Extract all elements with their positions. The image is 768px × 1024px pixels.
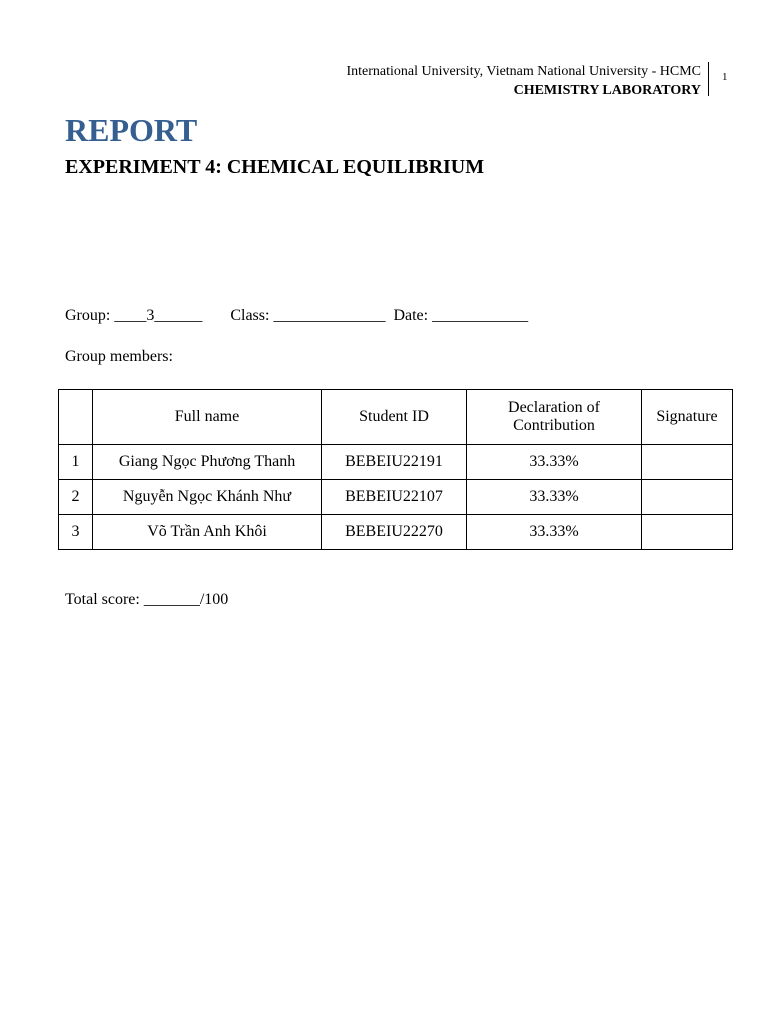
page-number: 1 [722, 71, 728, 83]
university-name: International University, Vietnam National University - HCMC [346, 64, 701, 79]
header-signature: Signature [642, 390, 733, 445]
header-student-id: Student ID [322, 390, 467, 445]
group-members-label: Group members: [65, 348, 173, 365]
group-class-date-line: Group: ____3______ Class: ______________ Date: ____________ [65, 307, 529, 324]
table-row [59, 445, 733, 480]
header-number [59, 390, 93, 445]
members-table [58, 389, 733, 550]
row-number: 2 [59, 480, 93, 515]
page-header [346, 62, 701, 100]
table-header-row [59, 390, 733, 445]
signature-cell [642, 445, 733, 480]
student-id: BEBEIU22191 [322, 445, 467, 480]
table-row [59, 515, 733, 550]
report-title: REPORT [65, 112, 198, 148]
contribution: 33.33% [467, 480, 642, 515]
lab-name: CHEMISTRY LABORATORY [513, 83, 701, 98]
contribution: 33.33% [467, 515, 642, 550]
signature-cell [642, 515, 733, 550]
student-id: BEBEIU22270 [322, 515, 467, 550]
member-name: Võ Trần Anh Khôi [93, 515, 322, 550]
member-name: Nguyễn Ngọc Khánh Như [93, 480, 322, 515]
row-number: 3 [59, 515, 93, 550]
contribution: 33.33% [467, 445, 642, 480]
table-row [59, 480, 733, 515]
student-id: BEBEIU22107 [322, 480, 467, 515]
total-score: Total score: _______/100 [65, 591, 229, 608]
signature-cell [642, 480, 733, 515]
experiment-title: EXPERIMENT 4: CHEMICAL EQUILIBRIUM [65, 156, 485, 178]
header-full-name: Full name [93, 390, 322, 445]
row-number: 1 [59, 445, 93, 480]
header-contribution: Declaration of Contribution [467, 390, 642, 445]
header-divider [708, 62, 709, 96]
member-name: Giang Ngọc Phương Thanh [93, 445, 322, 480]
